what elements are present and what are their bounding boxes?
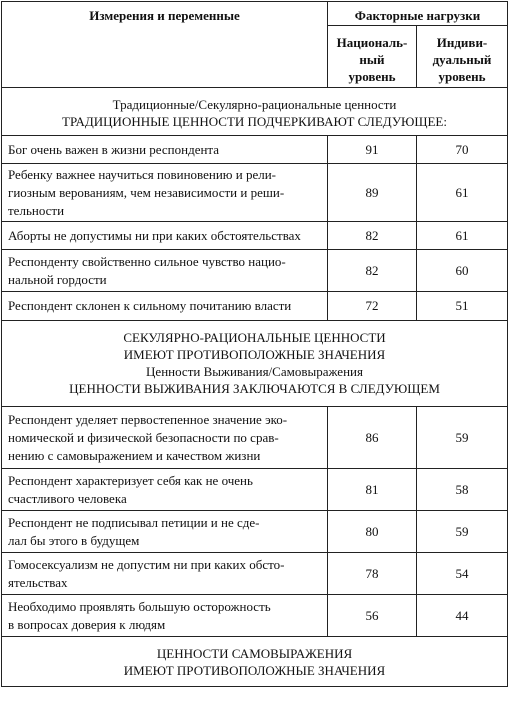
- section-line: ЦЕННОСТИ ВЫЖИВАНИЯ ЗАКЛЮЧАЮТСЯ В СЛЕДУЮЩЕМ: [69, 381, 440, 396]
- section-survival-heading: [2, 321, 508, 407]
- item-line: номической и физической безопасности по срав-: [8, 429, 279, 445]
- national-value: 81: [328, 469, 417, 511]
- factor-loadings-table: [1, 1, 508, 687]
- item-cell: [2, 292, 328, 321]
- individual-header-line: Индиви-: [436, 35, 488, 50]
- table-row: [2, 164, 508, 222]
- section-line: СЕКУЛЯРНО-РАЦИОНАЛЬНЫЕ ЦЕННОСТИ: [123, 330, 386, 345]
- individual-value: 44: [417, 595, 508, 637]
- document-page: [1, 1, 507, 699]
- table-row: [2, 222, 508, 250]
- item-cell: [2, 136, 328, 164]
- section-line: ТРАДИЦИОННЫЕ ЦЕННОСТИ ПОДЧЕРКИВАЮТ СЛЕДУЮЩЕЕ:: [62, 114, 447, 129]
- section-row: [2, 88, 508, 136]
- individual-header-line: уровень: [438, 69, 486, 84]
- national-header-line: уровень: [348, 69, 396, 84]
- table-row: [2, 136, 508, 164]
- section-line: ИМЕЮТ ПРОТИВОПОЛОЖНЫЕ ЗНАЧЕНИЯ: [123, 663, 386, 678]
- table-row: [2, 511, 508, 553]
- item-line: Респондент уделяет первостепенное значение эко-: [8, 411, 288, 427]
- national-value: 56: [328, 595, 417, 637]
- table-header-row: [2, 2, 508, 26]
- item-cell: [2, 469, 328, 511]
- individual-header-line: дуальный: [432, 52, 492, 67]
- item-line: Респонденту свойственно сильное чувство нацио-: [8, 253, 286, 269]
- item-cell: [2, 553, 328, 595]
- item-line: гиозным верованиям, чем независимости и реши-: [8, 184, 285, 200]
- national-header-line: Националь-: [336, 35, 408, 50]
- section-line: Традиционные/Секулярно-рациональные ценности: [112, 97, 397, 112]
- national-value: 72: [328, 292, 417, 321]
- item-line: тельности: [8, 202, 65, 218]
- section-line: Ценности Выживания/Самовыражения: [146, 364, 363, 379]
- section-line: ИМЕЮТ ПРОТИВОПОЛОЖНЫЕ ЗНАЧЕНИЯ: [123, 347, 386, 362]
- item-cell: [2, 164, 328, 222]
- table-row: [2, 292, 508, 321]
- item-cell: [2, 222, 328, 250]
- national-value: 91: [328, 136, 417, 164]
- individual-value: 61: [417, 164, 508, 222]
- dimensions-header: Измерения и переменные: [2, 2, 328, 88]
- item-line: Ребенку важнее научиться повиновению и рели-: [8, 166, 276, 182]
- individual-level-header: [417, 26, 508, 88]
- item-line: нальной гордости: [8, 271, 107, 287]
- section-row: [2, 321, 508, 407]
- individual-value: 60: [417, 250, 508, 292]
- section-row: [2, 637, 508, 687]
- item-line: Бог очень важен в жизни респондента: [8, 141, 220, 157]
- national-value: 82: [328, 222, 417, 250]
- individual-value: 51: [417, 292, 508, 321]
- item-cell: [2, 250, 328, 292]
- section-self-expression-heading: [2, 637, 508, 687]
- item-line: счастливого человека: [8, 490, 127, 506]
- table-row: [2, 553, 508, 595]
- item-line: Аборты не допустимы ни при каких обстоятельствах: [8, 227, 301, 243]
- individual-value: 59: [417, 407, 508, 469]
- national-value: 78: [328, 553, 417, 595]
- item-cell: [2, 511, 328, 553]
- section-traditional-heading: [2, 88, 508, 136]
- section-line: ЦЕННОСТИ САМОВЫРАЖЕНИЯ: [156, 646, 353, 661]
- item-line: Респондент склонен к сильному почитанию власти: [8, 298, 292, 313]
- item-line: Респондент характеризует себя как не очень: [8, 472, 253, 488]
- individual-value: 58: [417, 469, 508, 511]
- national-level-header: [328, 26, 417, 88]
- item-line: ятельствах: [8, 574, 68, 590]
- item-cell: [2, 407, 328, 469]
- individual-value: 59: [417, 511, 508, 553]
- item-line: в вопросах доверия к людям: [8, 616, 166, 632]
- item-line: Необходимо проявлять большую осторожность: [8, 598, 271, 614]
- national-value: 86: [328, 407, 417, 469]
- table-row: [2, 595, 508, 637]
- individual-value: 54: [417, 553, 508, 595]
- table-row: [2, 469, 508, 511]
- item-line: нению с самовыражением и качеством жизни: [8, 447, 261, 463]
- national-value: 82: [328, 250, 417, 292]
- table-row: [2, 407, 508, 469]
- national-header-line: ный: [359, 52, 385, 67]
- item-line: Респондент не подписывал петиции и не сде-: [8, 514, 260, 530]
- item-line: Гомосексуализм не допустим ни при каких обсто-: [8, 556, 285, 572]
- item-cell: [2, 595, 328, 637]
- individual-value: 61: [417, 222, 508, 250]
- factor-loadings-header: Факторные нагрузки: [328, 2, 508, 26]
- national-value: 80: [328, 511, 417, 553]
- table-row: [2, 250, 508, 292]
- individual-value: 70: [417, 136, 508, 164]
- item-line: лал бы этого в будущем: [8, 532, 140, 548]
- national-value: 89: [328, 164, 417, 222]
